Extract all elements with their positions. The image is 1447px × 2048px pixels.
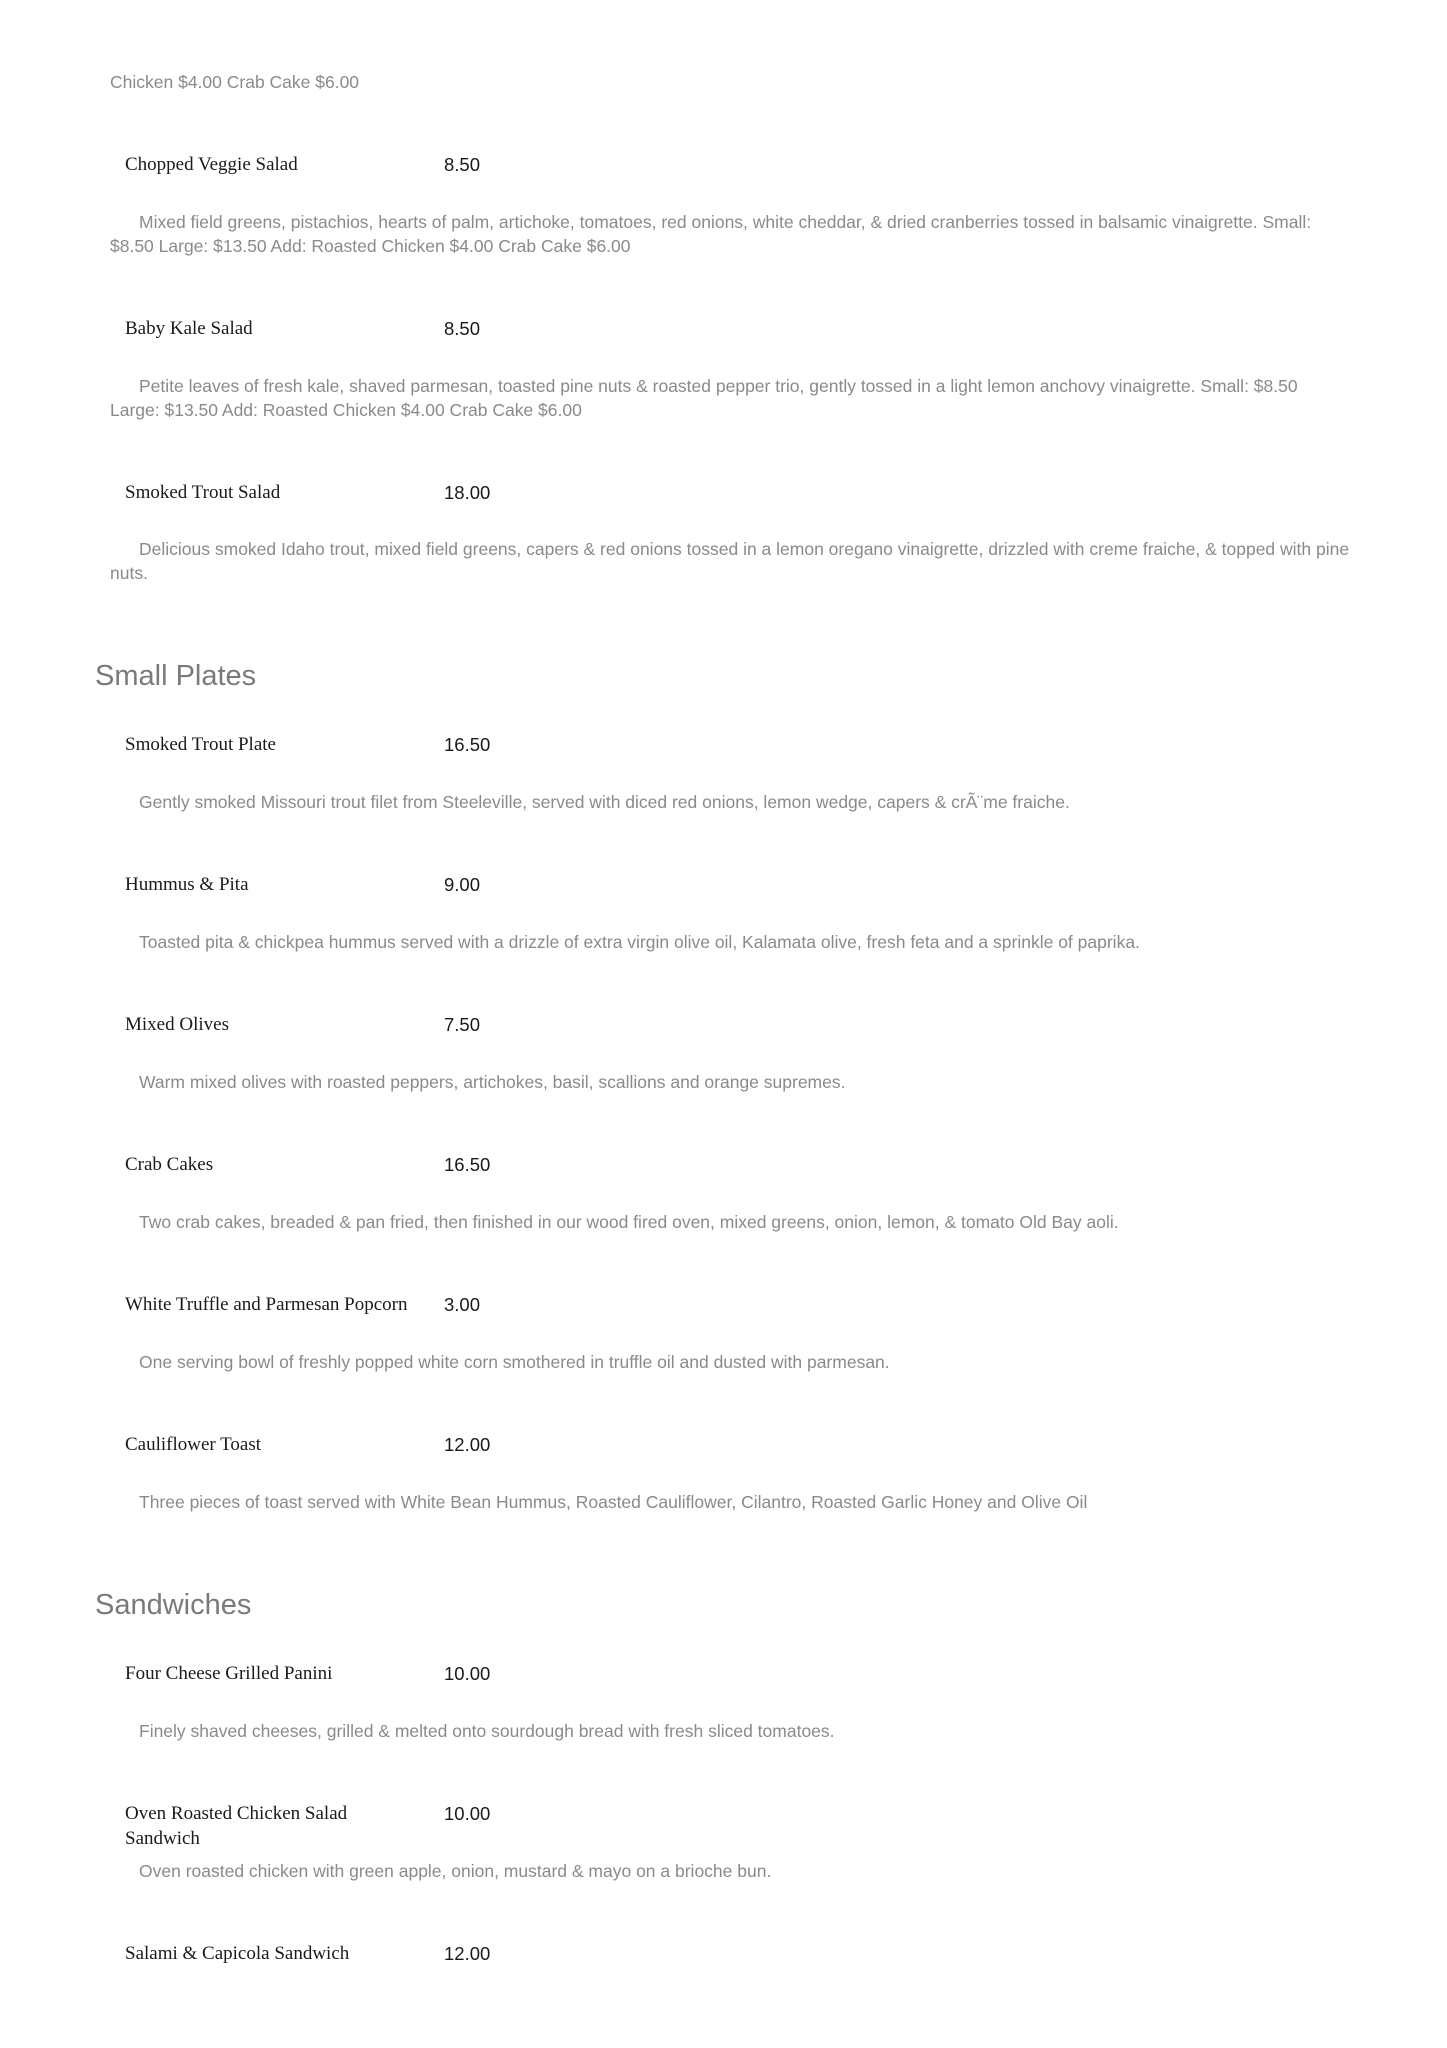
menu-item-description: Three pieces of toast served with White Bean Hummus, Roasted Cauliflower, Cilantro, Roasted Garlic Honey and Olive Oil: [139, 1492, 1088, 1512]
menu-item-name: Salami & Capicola Sandwich: [125, 1943, 350, 1964]
menu-item-name: Smoked Trout Salad: [125, 482, 281, 503]
menu-item-price: 8.50: [444, 318, 481, 339]
menu-item-name: Oven Roasted Chicken Salad Sandwich: [125, 1803, 348, 1849]
menu-item-price: 3.00: [444, 1294, 481, 1315]
menu-item-description: Gently smoked Missouri trout filet from Steeleville, served with diced red onions, lemon wedge, capers & crÃ¨me fraiche.: [139, 792, 1070, 812]
menu-item-description: Warm mixed olives with roasted peppers, artichokes, basil, scallions and orange supremes.: [139, 1072, 846, 1092]
menu-item-name: Crab Cakes: [125, 1154, 214, 1175]
continued-description: Chicken $4.00 Crab Cake $6.00: [110, 72, 360, 92]
menu-item-name: Mixed Olives: [125, 1014, 229, 1035]
menu-item-price: 10.00: [444, 1803, 491, 1824]
menu-item-name: Baby Kale Salad: [125, 318, 253, 339]
section-heading-sandwiches: Sandwiches: [95, 1589, 252, 1621]
menu-item-price: 7.50: [444, 1014, 481, 1035]
menu-item-description: Petite leaves of fresh kale, shaved parmesan, toasted pine nuts & roasted pepper trio, gently tossed in a light lemon anchovy vinaigrette. Small: $8.50 Large: $13.50 Add: Roasted Chicken $4.00 Crab Cake $6.00: [110, 376, 1298, 420]
menu-item-description: Toasted pita & chickpea hummus served with a drizzle of extra virgin olive oil, Kalamata olive, fresh feta and a sprinkle of paprika.: [139, 932, 1140, 952]
menu-item-price: 9.00: [444, 874, 481, 895]
menu-item-name: Hummus & Pita: [125, 874, 249, 895]
menu-item-name: Four Cheese Grilled Panini: [125, 1663, 333, 1684]
menu-item-name: Smoked Trout Plate: [125, 734, 276, 755]
menu-item-price: 12.00: [444, 1943, 491, 1964]
menu-item-price: 12.00: [444, 1434, 491, 1455]
section-heading-small-plates: Small Plates: [95, 660, 257, 692]
menu-item-description: Finely shaved cheeses, grilled & melted onto sourdough bread with fresh sliced tomatoes.: [139, 1721, 835, 1741]
menu-item-name: White Truffle and Parmesan Popcorn: [125, 1294, 408, 1315]
menu-item-description: Oven roasted chicken with green apple, onion, mustard & mayo on a brioche bun.: [139, 1861, 772, 1881]
menu-item-description: Mixed field greens, pistachios, hearts of palm, artichoke, tomatoes, red onions, white cheddar, & dried cranberries tossed in balsamic vinaigrette. Small: $8.50 Large: $13.50 Add: Roasted Chicken $4.00 Crab Cake $6.00: [110, 212, 1312, 256]
menu-item-name: Chopped Veggie Salad: [125, 154, 298, 175]
menu-item-price: 16.50: [444, 734, 491, 755]
menu-item-description: One serving bowl of freshly popped white corn smothered in truffle oil and dusted with parmesan.: [139, 1352, 890, 1372]
menu-item-description: Delicious smoked Idaho trout, mixed field greens, capers & red onions tossed in a lemon oregano vinaigrette, drizzled with creme fraiche, & topped with pine nuts.: [110, 539, 1350, 583]
menu-item-price: 10.00: [444, 1663, 491, 1684]
menu-item-description: Two crab cakes, breaded & pan fried, then finished in our wood fired oven, mixed greens, onion, lemon, & tomato Old Bay aoli.: [139, 1212, 1119, 1232]
menu-item-price: 8.50: [444, 154, 481, 175]
menu-item-name: Cauliflower Toast: [125, 1434, 262, 1455]
menu-item-price: 16.50: [444, 1154, 491, 1175]
menu-item-price: 18.00: [444, 482, 491, 503]
